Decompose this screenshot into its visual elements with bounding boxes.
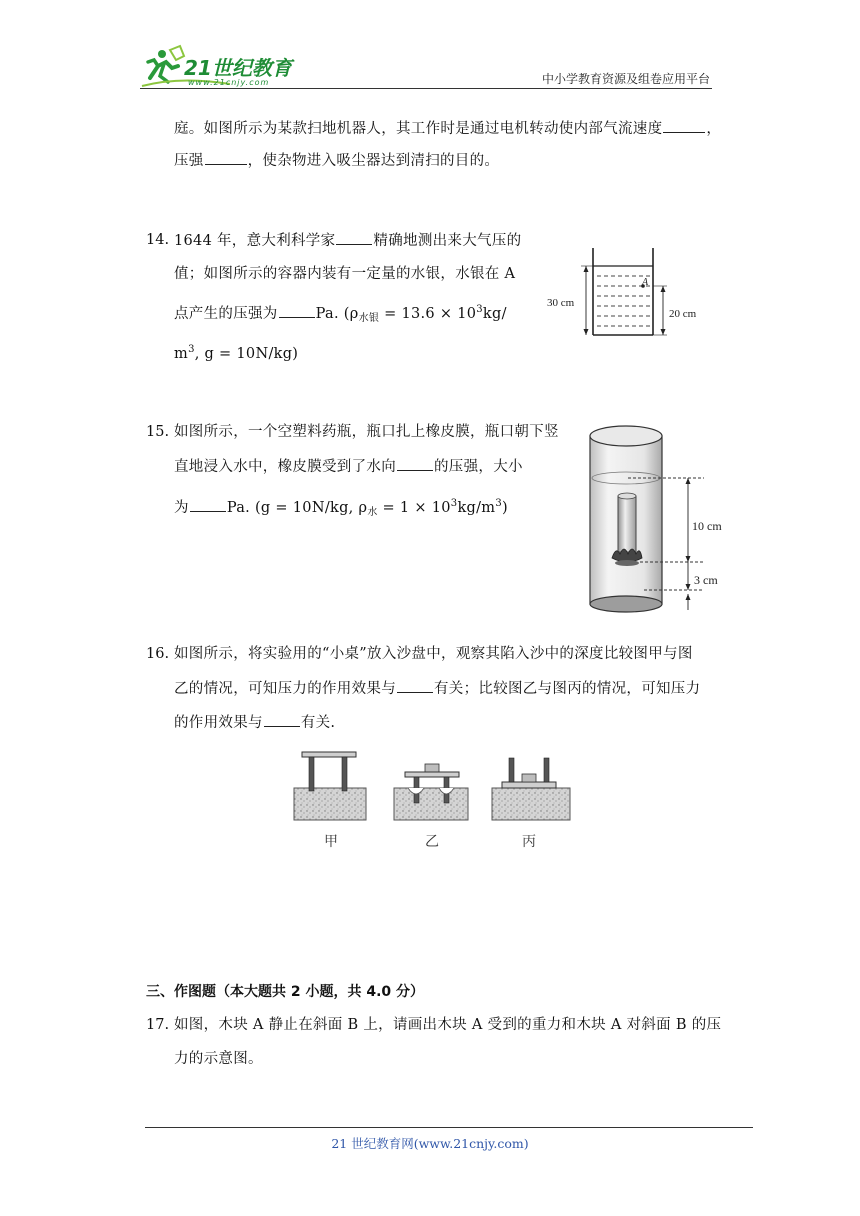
q14-text: Pa. (ρ [315, 306, 359, 322]
q16-line-2 [174, 678, 700, 699]
q15-text: kg/m [457, 500, 496, 516]
q15-text: = 1 × 10 [377, 500, 451, 516]
label-jia: 甲 [324, 835, 338, 850]
answer-blank[interactable] [264, 712, 300, 727]
dim-10cm-label: 10 cm [692, 519, 722, 533]
q16-text: 乙的情况，可知压力的作用效果与 [174, 681, 396, 697]
exponent: 3 [495, 498, 503, 509]
label-bing: 丙 [522, 835, 536, 850]
q17-line-2: 力的示意图。 [174, 1051, 263, 1067]
q15-text: Pa. (g = 10N/kg, ρ [226, 500, 368, 516]
q14-line-1 [174, 230, 521, 251]
q16-text: 有关. [300, 715, 336, 731]
cylinder-bottle-figure [584, 422, 734, 614]
header-platform-text: 中小学教育资源及组卷应用平台 [541, 72, 710, 86]
header-rule [140, 88, 712, 89]
q15-text: 为 [174, 500, 189, 516]
answer-blank[interactable] [190, 497, 226, 512]
q15-line-1: 如图所示，一个空塑料药瓶，瓶口扎上橡皮膜，瓶口朝下竖 [174, 424, 559, 440]
q14-line-4 [174, 340, 298, 364]
q14-line-2: 值；如图所示的容器内装有一定量的水银，水银在 A [174, 266, 516, 282]
logo-text: 21世纪教育 [184, 56, 292, 80]
answer-blank[interactable] [397, 456, 433, 471]
dim-20cm-label: 20 cm [669, 308, 697, 320]
dim-30cm-label: 30 cm [547, 297, 575, 309]
sand-table-figure [288, 750, 578, 852]
q16-line-1: 如图所示，将实验用的“小桌”放入沙盘中，观察其陷入沙中的深度比较图甲与图 [174, 646, 693, 662]
q16-text: 的作用效果与 [174, 715, 263, 731]
q14-text: kg/ [482, 306, 507, 322]
rho-subscript: 水 [367, 507, 378, 518]
q14-text: 点产生的压强为 [174, 306, 278, 322]
answer-blank[interactable] [336, 230, 372, 245]
q14-text: , g = 10N/kg) [194, 346, 299, 362]
q14-text: 1644 年，意大利科学家 [174, 233, 336, 249]
exponent: 3 [450, 498, 458, 509]
q15-text: 的压强，大小 [434, 459, 523, 475]
q13-text: ，使杂物进入吸尘器达到清扫的目的。 [247, 153, 500, 169]
answer-blank[interactable] [397, 678, 433, 693]
question-number: 17. [146, 1017, 170, 1033]
logo-url: www.21cnjy.com [188, 78, 270, 87]
q15-text: 直地浸入水中，橡皮膜受到了水向 [174, 459, 396, 475]
tray-yi [394, 764, 468, 820]
answer-blank[interactable] [205, 150, 247, 165]
dim-3cm-label: 3 cm [694, 573, 718, 587]
q13-text: ， [706, 121, 722, 137]
q13-line-2 [174, 150, 499, 171]
q15-text: ) [502, 500, 508, 516]
exponent: 3 [476, 304, 483, 315]
label-yi: 乙 [425, 835, 439, 850]
q14-text: m [174, 346, 189, 362]
q15-line-2 [174, 456, 523, 477]
exponent: 3 [188, 344, 195, 355]
point-a-label: A [642, 277, 649, 288]
q13-text: 庭。如图所示为某款扫地机器人，其工作时是通过电机转动使内部气流速度 [174, 121, 663, 137]
section-title: 三、作图题（本大题共 2 小题，共 4.0 分） [146, 984, 425, 1000]
q17-line-1: 如图，木块 A 静止在斜面 B 上，请画出木块 A 受到的重力和木块 A 对斜面 B 的压 [174, 1017, 722, 1033]
question-number: 16. [146, 646, 170, 662]
footer-link[interactable]: 21 世纪教育网(www.21cnjy.com) [331, 1136, 529, 1151]
question-number: 15. [146, 424, 170, 440]
footer-rule [145, 1127, 753, 1128]
q16-line-3 [174, 712, 335, 733]
tray-bing [492, 758, 570, 820]
q14-text: = 13.6 × 10 [379, 306, 477, 322]
answer-blank[interactable] [663, 118, 705, 133]
rho-subscript: 水银 [358, 313, 380, 324]
logo [140, 40, 310, 92]
q14-text: 精确地测出来大气压的 [373, 233, 522, 249]
answer-blank[interactable] [279, 303, 315, 318]
q14-line-3 [174, 300, 507, 329]
q16-text: 有关；比较图乙与图丙的情况，可知压力 [434, 681, 701, 697]
mercury-container-figure [545, 240, 715, 342]
q13-line-1 [174, 118, 721, 139]
question-number: 14. [146, 232, 170, 248]
q15-line-3 [174, 494, 508, 523]
q13-text: 压强 [174, 153, 204, 169]
tray-jia [294, 752, 366, 820]
